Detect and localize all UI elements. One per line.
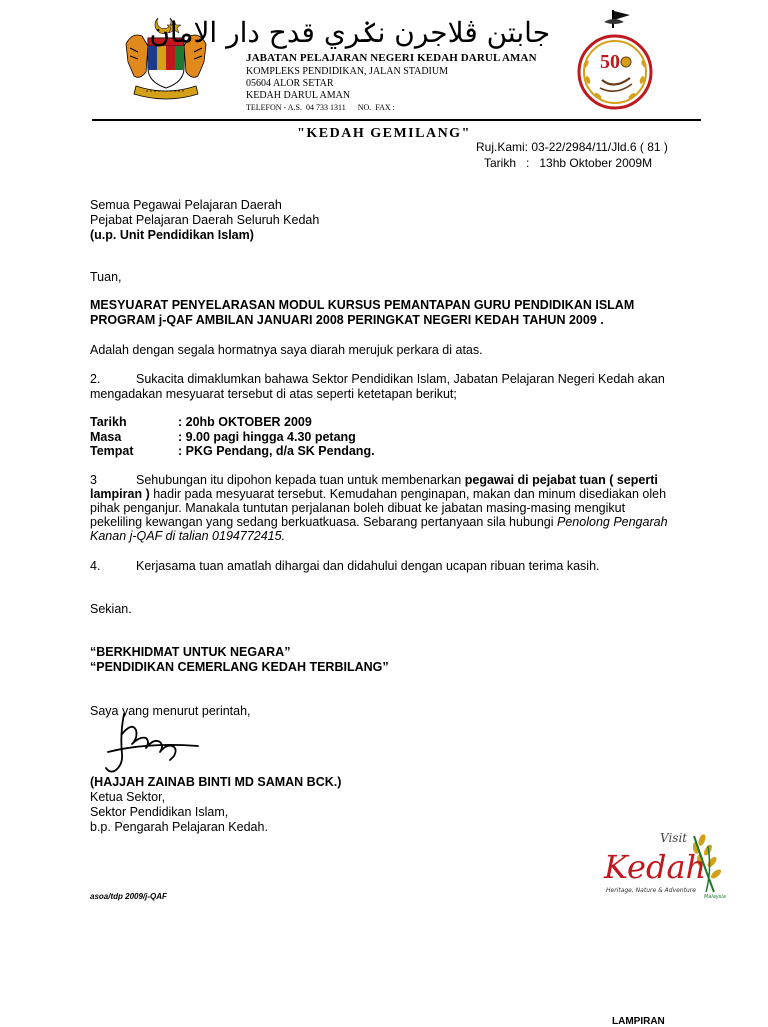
paragraph-3-line-2	[90, 487, 690, 502]
paragraph-3-italic-1: Penolong Pengarah	[557, 515, 668, 529]
kedah-50-anniversary-logo-icon	[574, 8, 656, 112]
paragraph-3-text-1: Sehubungan itu dipohon kepada tuan untuk membenarkan	[136, 473, 465, 487]
address-line-1: KOMPLEKS PENDIDIKAN, JALAN STADIUM	[246, 66, 448, 77]
paragraph-3-line-1	[90, 473, 672, 488]
signatory-title-2: Sektor Pendidikan Islam,	[90, 805, 229, 819]
motto-text: "KEDAH GEMILANG"	[297, 126, 471, 141]
detail-row-masa	[90, 430, 356, 445]
paragraph-3-text-2: hadir pada mesyuarat tersebut. Kemudahan penginapan, makan dan minum disediakan oleh	[149, 487, 667, 501]
letter-date: Tarikh : 13hb Oktober 2009M	[484, 156, 653, 170]
paragraph-1: Adalah dengan segala hormatnya saya diarah merujuk perkara di atas.	[90, 343, 483, 357]
paragraph-4	[90, 559, 672, 574]
recipient-line-1: Semua Pegawai Pelajaran Daerah	[90, 198, 282, 212]
paragraph-4-text: Kerjasama tuan amatlah dihargai dan didahului dengan ucapan ribuan terima kasih.	[136, 559, 600, 573]
detail-row-tarikh	[90, 415, 312, 430]
visit-text: Visit	[660, 831, 688, 845]
paragraph-3-bold-2: lampiran )	[90, 487, 150, 501]
address-line-3: KEDAH DARUL AMAN	[246, 90, 351, 101]
page-bottom-text: LAMPIRAN	[612, 1016, 665, 1027]
tagline-text: Heritage, Nature & Adventure	[606, 887, 696, 894]
detail-key: Tempat	[90, 444, 134, 458]
paragraph-3-line-3: pihak penganjur. Manakala tuntutan perjalanan boleh dibuat ke jabatan masing-masing mengikut	[90, 501, 626, 515]
detail-key: Masa	[90, 430, 122, 444]
recipient-line-2: Pejabat Pelajaran Daerah Seluruh Kedah	[90, 213, 320, 227]
subject-line-1: MESYUARAT PENYELARASAN MODUL KURSUS PEMANTAPAN GURU PENDIDIKAN ISLAM	[90, 298, 635, 312]
detail-key: Tarikh	[90, 415, 127, 429]
paragraph-2-number: 2.	[90, 372, 101, 386]
address-line-2: 05604 ALOR SETAR	[246, 78, 334, 89]
detail-row-tempat	[90, 444, 375, 459]
signatory-name: (HAJJAH ZAINAB BINTI MD SAMAN BCK.)	[90, 775, 342, 789]
paragraph-3-text-4: pekeliling kewangan yang sedang berkuatkuasa. Sebarang pertanyaan sila hubungi	[90, 515, 558, 529]
paragraph-2-text-1: Sukacita dimaklumkan bahawa Sektor Pendidikan Islam, Jabatan Pelajaran Negeri Kedah akan	[136, 372, 665, 386]
paragraph-3-number: 3	[90, 473, 97, 487]
department-name: JABATAN PELAJARAN NEGERI KEDAH DARUL AMAN	[246, 52, 537, 64]
detail-value: : 9.00 pagi hingga 4.30 petang	[178, 430, 356, 444]
jawi-department-title: جابتن ڤلاجرن نݢري قدح دار الامان	[149, 16, 550, 49]
signatory-title-3: b.p. Pengarah Pelajaran Kedah.	[90, 820, 268, 834]
header-rule	[92, 119, 701, 121]
kedah-text: Kedah	[604, 848, 707, 886]
paragraph-3-line-5: Kanan j-QAF di talian 0194772415.	[90, 529, 286, 543]
paragraph-3-line-4	[90, 515, 690, 530]
slogan-2: “PENDIDIKAN CEMERLANG KEDAH TERBILANG”	[90, 660, 389, 674]
telefon-line: TELEFON - A.S. 04 733 1311 NO. FAX :	[246, 103, 395, 112]
detail-value: : 20hb OKTOBER 2009	[178, 415, 312, 429]
paragraph-4-number: 4.	[90, 559, 101, 573]
detail-value: : PKG Pendang, d/a SK Pendang.	[178, 444, 375, 458]
salutation: Tuan,	[90, 270, 122, 284]
reference-number: Ruj.Kami: 03-22/2984/11/Jld.6 ( 81 )	[476, 140, 668, 154]
signatory-title-1: Ketua Sektor,	[90, 790, 166, 804]
subject-line-2: PROGRAM j-QAF AMBILAN JANUARI 2008 PERINGKAT NEGERI KEDAH TAHUN 2009 .	[90, 313, 604, 327]
logo-fifty-text: 50	[600, 51, 620, 73]
closing-text: Sekian.	[90, 602, 132, 616]
signature-icon	[94, 704, 214, 778]
paragraph-3-bold-1: pegawai di pejabat tuan ( seperti	[464, 473, 658, 487]
slogan-1: “BERKHIDMAT UNTUK NEGARA”	[90, 645, 291, 659]
sign-intro: Saya yang menurut perintah,	[90, 704, 251, 718]
paragraph-2-line-1	[90, 372, 672, 387]
country-text: Malaysia	[704, 894, 726, 900]
visit-kedah-logo-icon	[598, 826, 730, 910]
paragraph-2-line-2: mengadakan mesyuarat tersebut di atas seperti ketetapan berikut;	[90, 387, 457, 401]
footer-code: asoa/tdp 2009/j-QAF	[90, 892, 167, 901]
recipient-line-3: (u.p. Unit Pendidikan Islam)	[90, 228, 254, 242]
